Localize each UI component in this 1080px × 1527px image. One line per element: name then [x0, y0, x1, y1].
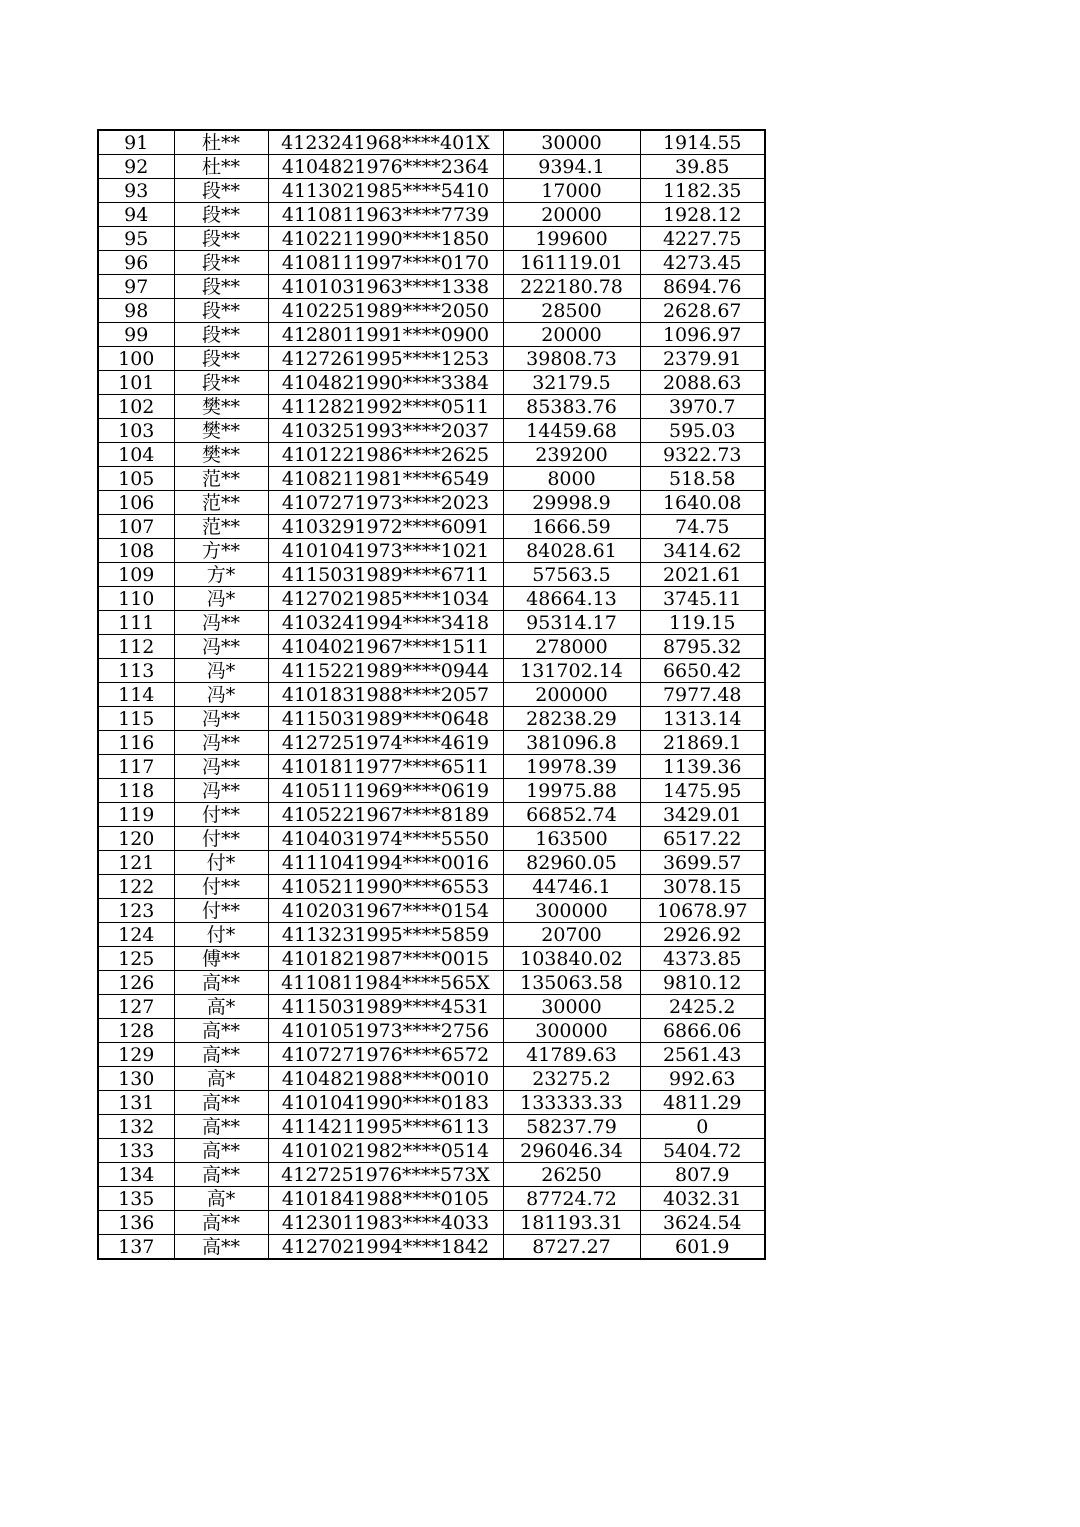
table-row	[98, 563, 765, 587]
id-number-cell: 4115221989****0944	[268, 659, 503, 683]
value-cell: 3429.01	[640, 803, 765, 827]
table-row	[98, 1187, 765, 1211]
table-row	[98, 683, 765, 707]
amount-cell: 57563.5	[503, 563, 640, 587]
table-row	[98, 467, 765, 491]
id-number-cell: 4102251989****2050	[268, 299, 503, 323]
name-cell: 段**	[174, 299, 268, 323]
table-row	[98, 971, 765, 995]
row-index-cell: 111	[98, 611, 174, 635]
amount-cell: 300000	[503, 1019, 640, 1043]
name-cell: 段**	[174, 323, 268, 347]
row-index-cell: 99	[98, 323, 174, 347]
value-cell: 595.03	[640, 419, 765, 443]
row-index-cell: 120	[98, 827, 174, 851]
id-number-cell: 4115031989****6711	[268, 563, 503, 587]
table-row	[98, 1091, 765, 1115]
name-cell: 傅**	[174, 947, 268, 971]
amount-cell: 239200	[503, 443, 640, 467]
value-cell: 2561.43	[640, 1043, 765, 1067]
row-index-cell: 126	[98, 971, 174, 995]
row-index-cell: 121	[98, 851, 174, 875]
name-cell: 段**	[174, 179, 268, 203]
id-number-cell: 4104821976****2364	[268, 155, 503, 179]
name-cell: 范**	[174, 515, 268, 539]
amount-cell: 29998.9	[503, 491, 640, 515]
id-number-cell: 4114211995****6113	[268, 1115, 503, 1139]
name-cell: 冯**	[174, 707, 268, 731]
table-row	[98, 515, 765, 539]
name-cell: 高*	[174, 1067, 268, 1091]
amount-cell: 82960.05	[503, 851, 640, 875]
amount-cell: 26250	[503, 1163, 640, 1187]
id-number-cell: 4107271976****6572	[268, 1043, 503, 1067]
value-cell: 3414.62	[640, 539, 765, 563]
amount-cell: 19978.39	[503, 755, 640, 779]
row-index-cell: 114	[98, 683, 174, 707]
value-cell: 2628.67	[640, 299, 765, 323]
table-row	[98, 155, 765, 179]
value-cell: 3624.54	[640, 1211, 765, 1235]
value-cell: 39.85	[640, 155, 765, 179]
value-cell: 4373.85	[640, 947, 765, 971]
name-cell: 冯*	[174, 587, 268, 611]
row-index-cell: 103	[98, 419, 174, 443]
id-number-cell: 4101811977****6511	[268, 755, 503, 779]
table-row	[98, 130, 765, 155]
table-row	[98, 923, 765, 947]
value-cell: 9322.73	[640, 443, 765, 467]
row-index-cell: 135	[98, 1187, 174, 1211]
amount-cell: 381096.8	[503, 731, 640, 755]
value-cell: 21869.1	[640, 731, 765, 755]
name-cell: 付**	[174, 827, 268, 851]
name-cell: 段**	[174, 275, 268, 299]
table-row	[98, 875, 765, 899]
value-cell: 1313.14	[640, 707, 765, 731]
table-row	[98, 803, 765, 827]
id-number-cell: 4127251974****4619	[268, 731, 503, 755]
amount-cell: 84028.61	[503, 539, 640, 563]
table-row	[98, 707, 765, 731]
amount-cell: 19975.88	[503, 779, 640, 803]
id-number-cell: 4101051973****2756	[268, 1019, 503, 1043]
value-cell: 601.9	[640, 1235, 765, 1260]
id-number-cell: 4101021982****0514	[268, 1139, 503, 1163]
name-cell: 冯**	[174, 611, 268, 635]
name-cell: 高**	[174, 1043, 268, 1067]
row-index-cell: 108	[98, 539, 174, 563]
amount-cell: 28500	[503, 299, 640, 323]
row-index-cell: 132	[98, 1115, 174, 1139]
name-cell: 方*	[174, 563, 268, 587]
name-cell: 高**	[174, 971, 268, 995]
value-cell: 5404.72	[640, 1139, 765, 1163]
table-row	[98, 659, 765, 683]
name-cell: 段**	[174, 227, 268, 251]
value-cell: 2088.63	[640, 371, 765, 395]
table-row	[98, 611, 765, 635]
amount-cell: 48664.13	[503, 587, 640, 611]
row-index-cell: 97	[98, 275, 174, 299]
name-cell: 杜**	[174, 155, 268, 179]
row-index-cell: 136	[98, 1211, 174, 1235]
table-row	[98, 395, 765, 419]
row-index-cell: 98	[98, 299, 174, 323]
table-row	[98, 779, 765, 803]
id-number-cell: 4115031989****0648	[268, 707, 503, 731]
table-row	[98, 1211, 765, 1235]
name-cell: 付*	[174, 923, 268, 947]
id-number-cell: 4101831988****2057	[268, 683, 503, 707]
row-index-cell: 134	[98, 1163, 174, 1187]
value-cell: 3078.15	[640, 875, 765, 899]
row-index-cell: 100	[98, 347, 174, 371]
value-cell: 4273.45	[640, 251, 765, 275]
row-index-cell: 122	[98, 875, 174, 899]
table-row	[98, 539, 765, 563]
name-cell: 高**	[174, 1211, 268, 1235]
amount-cell: 163500	[503, 827, 640, 851]
table-row	[98, 347, 765, 371]
value-cell: 6866.06	[640, 1019, 765, 1043]
amount-cell: 23275.2	[503, 1067, 640, 1091]
id-number-cell: 4123011983****4033	[268, 1211, 503, 1235]
name-cell: 冯**	[174, 731, 268, 755]
table-row	[98, 635, 765, 659]
value-cell: 518.58	[640, 467, 765, 491]
id-number-cell: 4110811984****565X	[268, 971, 503, 995]
amount-cell: 8000	[503, 467, 640, 491]
table-row	[98, 1163, 765, 1187]
table-row	[98, 731, 765, 755]
table-row	[98, 491, 765, 515]
value-cell: 4227.75	[640, 227, 765, 251]
amount-cell: 199600	[503, 227, 640, 251]
id-number-cell: 4113231995****5859	[268, 923, 503, 947]
row-index-cell: 117	[98, 755, 174, 779]
id-number-cell: 4108211981****6549	[268, 467, 503, 491]
row-index-cell: 94	[98, 203, 174, 227]
amount-cell: 32179.5	[503, 371, 640, 395]
row-index-cell: 115	[98, 707, 174, 731]
value-cell: 2021.61	[640, 563, 765, 587]
name-cell: 段**	[174, 251, 268, 275]
id-number-cell: 4101221986****2625	[268, 443, 503, 467]
value-cell: 0	[640, 1115, 765, 1139]
id-number-cell: 4128011991****0900	[268, 323, 503, 347]
row-index-cell: 113	[98, 659, 174, 683]
id-number-cell: 4108111997****0170	[268, 251, 503, 275]
amount-cell: 296046.34	[503, 1139, 640, 1163]
row-index-cell: 96	[98, 251, 174, 275]
amount-cell: 200000	[503, 683, 640, 707]
row-index-cell: 106	[98, 491, 174, 515]
value-cell: 2926.92	[640, 923, 765, 947]
amount-cell: 95314.17	[503, 611, 640, 635]
row-index-cell: 101	[98, 371, 174, 395]
name-cell: 冯**	[174, 779, 268, 803]
name-cell: 冯*	[174, 659, 268, 683]
name-cell: 范**	[174, 467, 268, 491]
amount-cell: 17000	[503, 179, 640, 203]
row-index-cell: 133	[98, 1139, 174, 1163]
id-number-cell: 4104821990****3384	[268, 371, 503, 395]
value-cell: 6517.22	[640, 827, 765, 851]
data-table	[97, 129, 766, 1260]
id-number-cell: 4101041973****1021	[268, 539, 503, 563]
name-cell: 段**	[174, 371, 268, 395]
amount-cell: 20000	[503, 203, 640, 227]
amount-cell: 8727.27	[503, 1235, 640, 1260]
value-cell: 2379.91	[640, 347, 765, 371]
row-index-cell: 124	[98, 923, 174, 947]
amount-cell: 30000	[503, 995, 640, 1019]
row-index-cell: 123	[98, 899, 174, 923]
value-cell: 4032.31	[640, 1187, 765, 1211]
table-row	[98, 587, 765, 611]
amount-cell: 181193.31	[503, 1211, 640, 1235]
id-number-cell: 4115031989****4531	[268, 995, 503, 1019]
id-number-cell: 4123241968****401X	[268, 130, 503, 155]
id-number-cell: 4101031963****1338	[268, 275, 503, 299]
id-number-cell: 4127021994****1842	[268, 1235, 503, 1260]
row-index-cell: 104	[98, 443, 174, 467]
amount-cell: 278000	[503, 635, 640, 659]
row-index-cell: 129	[98, 1043, 174, 1067]
amount-cell: 20000	[503, 323, 640, 347]
row-index-cell: 128	[98, 1019, 174, 1043]
table-row	[98, 443, 765, 467]
table-row	[98, 1139, 765, 1163]
value-cell: 3699.57	[640, 851, 765, 875]
amount-cell: 9394.1	[503, 155, 640, 179]
amount-cell: 44746.1	[503, 875, 640, 899]
value-cell: 1096.97	[640, 323, 765, 347]
id-number-cell: 4103251993****2037	[268, 419, 503, 443]
table-row	[98, 371, 765, 395]
id-number-cell: 4112821992****0511	[268, 395, 503, 419]
row-index-cell: 118	[98, 779, 174, 803]
amount-cell: 58237.79	[503, 1115, 640, 1139]
name-cell: 段**	[174, 203, 268, 227]
value-cell: 807.9	[640, 1163, 765, 1187]
id-number-cell: 4105211990****6553	[268, 875, 503, 899]
value-cell: 1182.35	[640, 179, 765, 203]
id-number-cell: 4101841988****0105	[268, 1187, 503, 1211]
amount-cell: 161119.01	[503, 251, 640, 275]
amount-cell: 135063.58	[503, 971, 640, 995]
name-cell: 高**	[174, 1235, 268, 1260]
row-index-cell: 116	[98, 731, 174, 755]
table-row	[98, 1019, 765, 1043]
amount-cell: 222180.78	[503, 275, 640, 299]
name-cell: 范**	[174, 491, 268, 515]
name-cell: 付**	[174, 875, 268, 899]
id-number-cell: 4102031967****0154	[268, 899, 503, 923]
value-cell: 1928.12	[640, 203, 765, 227]
row-index-cell: 102	[98, 395, 174, 419]
value-cell: 3970.7	[640, 395, 765, 419]
row-index-cell: 110	[98, 587, 174, 611]
table-row	[98, 755, 765, 779]
name-cell: 高**	[174, 1091, 268, 1115]
id-number-cell: 4104021967****1511	[268, 635, 503, 659]
name-cell: 樊**	[174, 443, 268, 467]
id-number-cell: 4104031974****5550	[268, 827, 503, 851]
name-cell: 樊**	[174, 395, 268, 419]
value-cell: 7977.48	[640, 683, 765, 707]
row-index-cell: 105	[98, 467, 174, 491]
table-row	[98, 995, 765, 1019]
name-cell: 付*	[174, 851, 268, 875]
row-index-cell: 130	[98, 1067, 174, 1091]
id-number-cell: 4101041990****0183	[268, 1091, 503, 1115]
value-cell: 9810.12	[640, 971, 765, 995]
amount-cell: 103840.02	[503, 947, 640, 971]
value-cell: 119.15	[640, 611, 765, 635]
amount-cell: 300000	[503, 899, 640, 923]
row-index-cell: 119	[98, 803, 174, 827]
table-row	[98, 251, 765, 275]
amount-cell: 131702.14	[503, 659, 640, 683]
value-cell: 74.75	[640, 515, 765, 539]
table-row	[98, 851, 765, 875]
id-number-cell: 4105221967****8189	[268, 803, 503, 827]
table-row	[98, 179, 765, 203]
value-cell: 3745.11	[640, 587, 765, 611]
name-cell: 方**	[174, 539, 268, 563]
table-row	[98, 323, 765, 347]
id-number-cell: 4107271973****2023	[268, 491, 503, 515]
amount-cell: 66852.74	[503, 803, 640, 827]
value-cell: 8795.32	[640, 635, 765, 659]
table-row	[98, 1115, 765, 1139]
table-row	[98, 275, 765, 299]
name-cell: 段**	[174, 347, 268, 371]
id-number-cell: 4101821987****0015	[268, 947, 503, 971]
table-row	[98, 827, 765, 851]
name-cell: 付**	[174, 803, 268, 827]
name-cell: 高*	[174, 995, 268, 1019]
amount-cell: 28238.29	[503, 707, 640, 731]
amount-cell: 39808.73	[503, 347, 640, 371]
row-index-cell: 95	[98, 227, 174, 251]
value-cell: 2425.2	[640, 995, 765, 1019]
name-cell: 高**	[174, 1115, 268, 1139]
id-number-cell: 4104821988****0010	[268, 1067, 503, 1091]
id-number-cell: 4103241994****3418	[268, 611, 503, 635]
value-cell: 10678.97	[640, 899, 765, 923]
name-cell: 冯*	[174, 683, 268, 707]
value-cell: 1640.08	[640, 491, 765, 515]
id-number-cell: 4103291972****6091	[268, 515, 503, 539]
row-index-cell: 112	[98, 635, 174, 659]
amount-cell: 85383.76	[503, 395, 640, 419]
row-index-cell: 127	[98, 995, 174, 1019]
amount-cell: 41789.63	[503, 1043, 640, 1067]
table-row	[98, 299, 765, 323]
value-cell: 992.63	[640, 1067, 765, 1091]
row-index-cell: 107	[98, 515, 174, 539]
row-index-cell: 93	[98, 179, 174, 203]
amount-cell: 14459.68	[503, 419, 640, 443]
name-cell: 杜**	[174, 130, 268, 155]
table-row	[98, 947, 765, 971]
value-cell: 4811.29	[640, 1091, 765, 1115]
table-row	[98, 203, 765, 227]
value-cell: 8694.76	[640, 275, 765, 299]
id-number-cell: 4113021985****5410	[268, 179, 503, 203]
name-cell: 冯**	[174, 755, 268, 779]
id-number-cell: 4127021985****1034	[268, 587, 503, 611]
table-row	[98, 1043, 765, 1067]
id-number-cell: 4127251976****573X	[268, 1163, 503, 1187]
id-number-cell: 4102211990****1850	[268, 227, 503, 251]
row-index-cell: 137	[98, 1235, 174, 1260]
value-cell: 1139.36	[640, 755, 765, 779]
id-number-cell: 4110811963****7739	[268, 203, 503, 227]
id-number-cell: 4127261995****1253	[268, 347, 503, 371]
amount-cell: 87724.72	[503, 1187, 640, 1211]
table-row	[98, 1235, 765, 1260]
id-number-cell: 4111041994****0016	[268, 851, 503, 875]
row-index-cell: 131	[98, 1091, 174, 1115]
amount-cell: 20700	[503, 923, 640, 947]
name-cell: 高*	[174, 1187, 268, 1211]
table-body	[98, 130, 765, 1259]
value-cell: 1475.95	[640, 779, 765, 803]
table-row	[98, 419, 765, 443]
value-cell: 1914.55	[640, 130, 765, 155]
name-cell: 冯**	[174, 635, 268, 659]
name-cell: 付**	[174, 899, 268, 923]
name-cell: 樊**	[174, 419, 268, 443]
row-index-cell: 91	[98, 130, 174, 155]
name-cell: 高**	[174, 1139, 268, 1163]
name-cell: 高**	[174, 1019, 268, 1043]
table-row	[98, 227, 765, 251]
value-cell: 6650.42	[640, 659, 765, 683]
table-row	[98, 1067, 765, 1091]
id-number-cell: 4105111969****0619	[268, 779, 503, 803]
row-index-cell: 125	[98, 947, 174, 971]
name-cell: 高**	[174, 1163, 268, 1187]
row-index-cell: 109	[98, 563, 174, 587]
amount-cell: 1666.59	[503, 515, 640, 539]
table-row	[98, 899, 765, 923]
amount-cell: 133333.33	[503, 1091, 640, 1115]
row-index-cell: 92	[98, 155, 174, 179]
amount-cell: 30000	[503, 130, 640, 155]
